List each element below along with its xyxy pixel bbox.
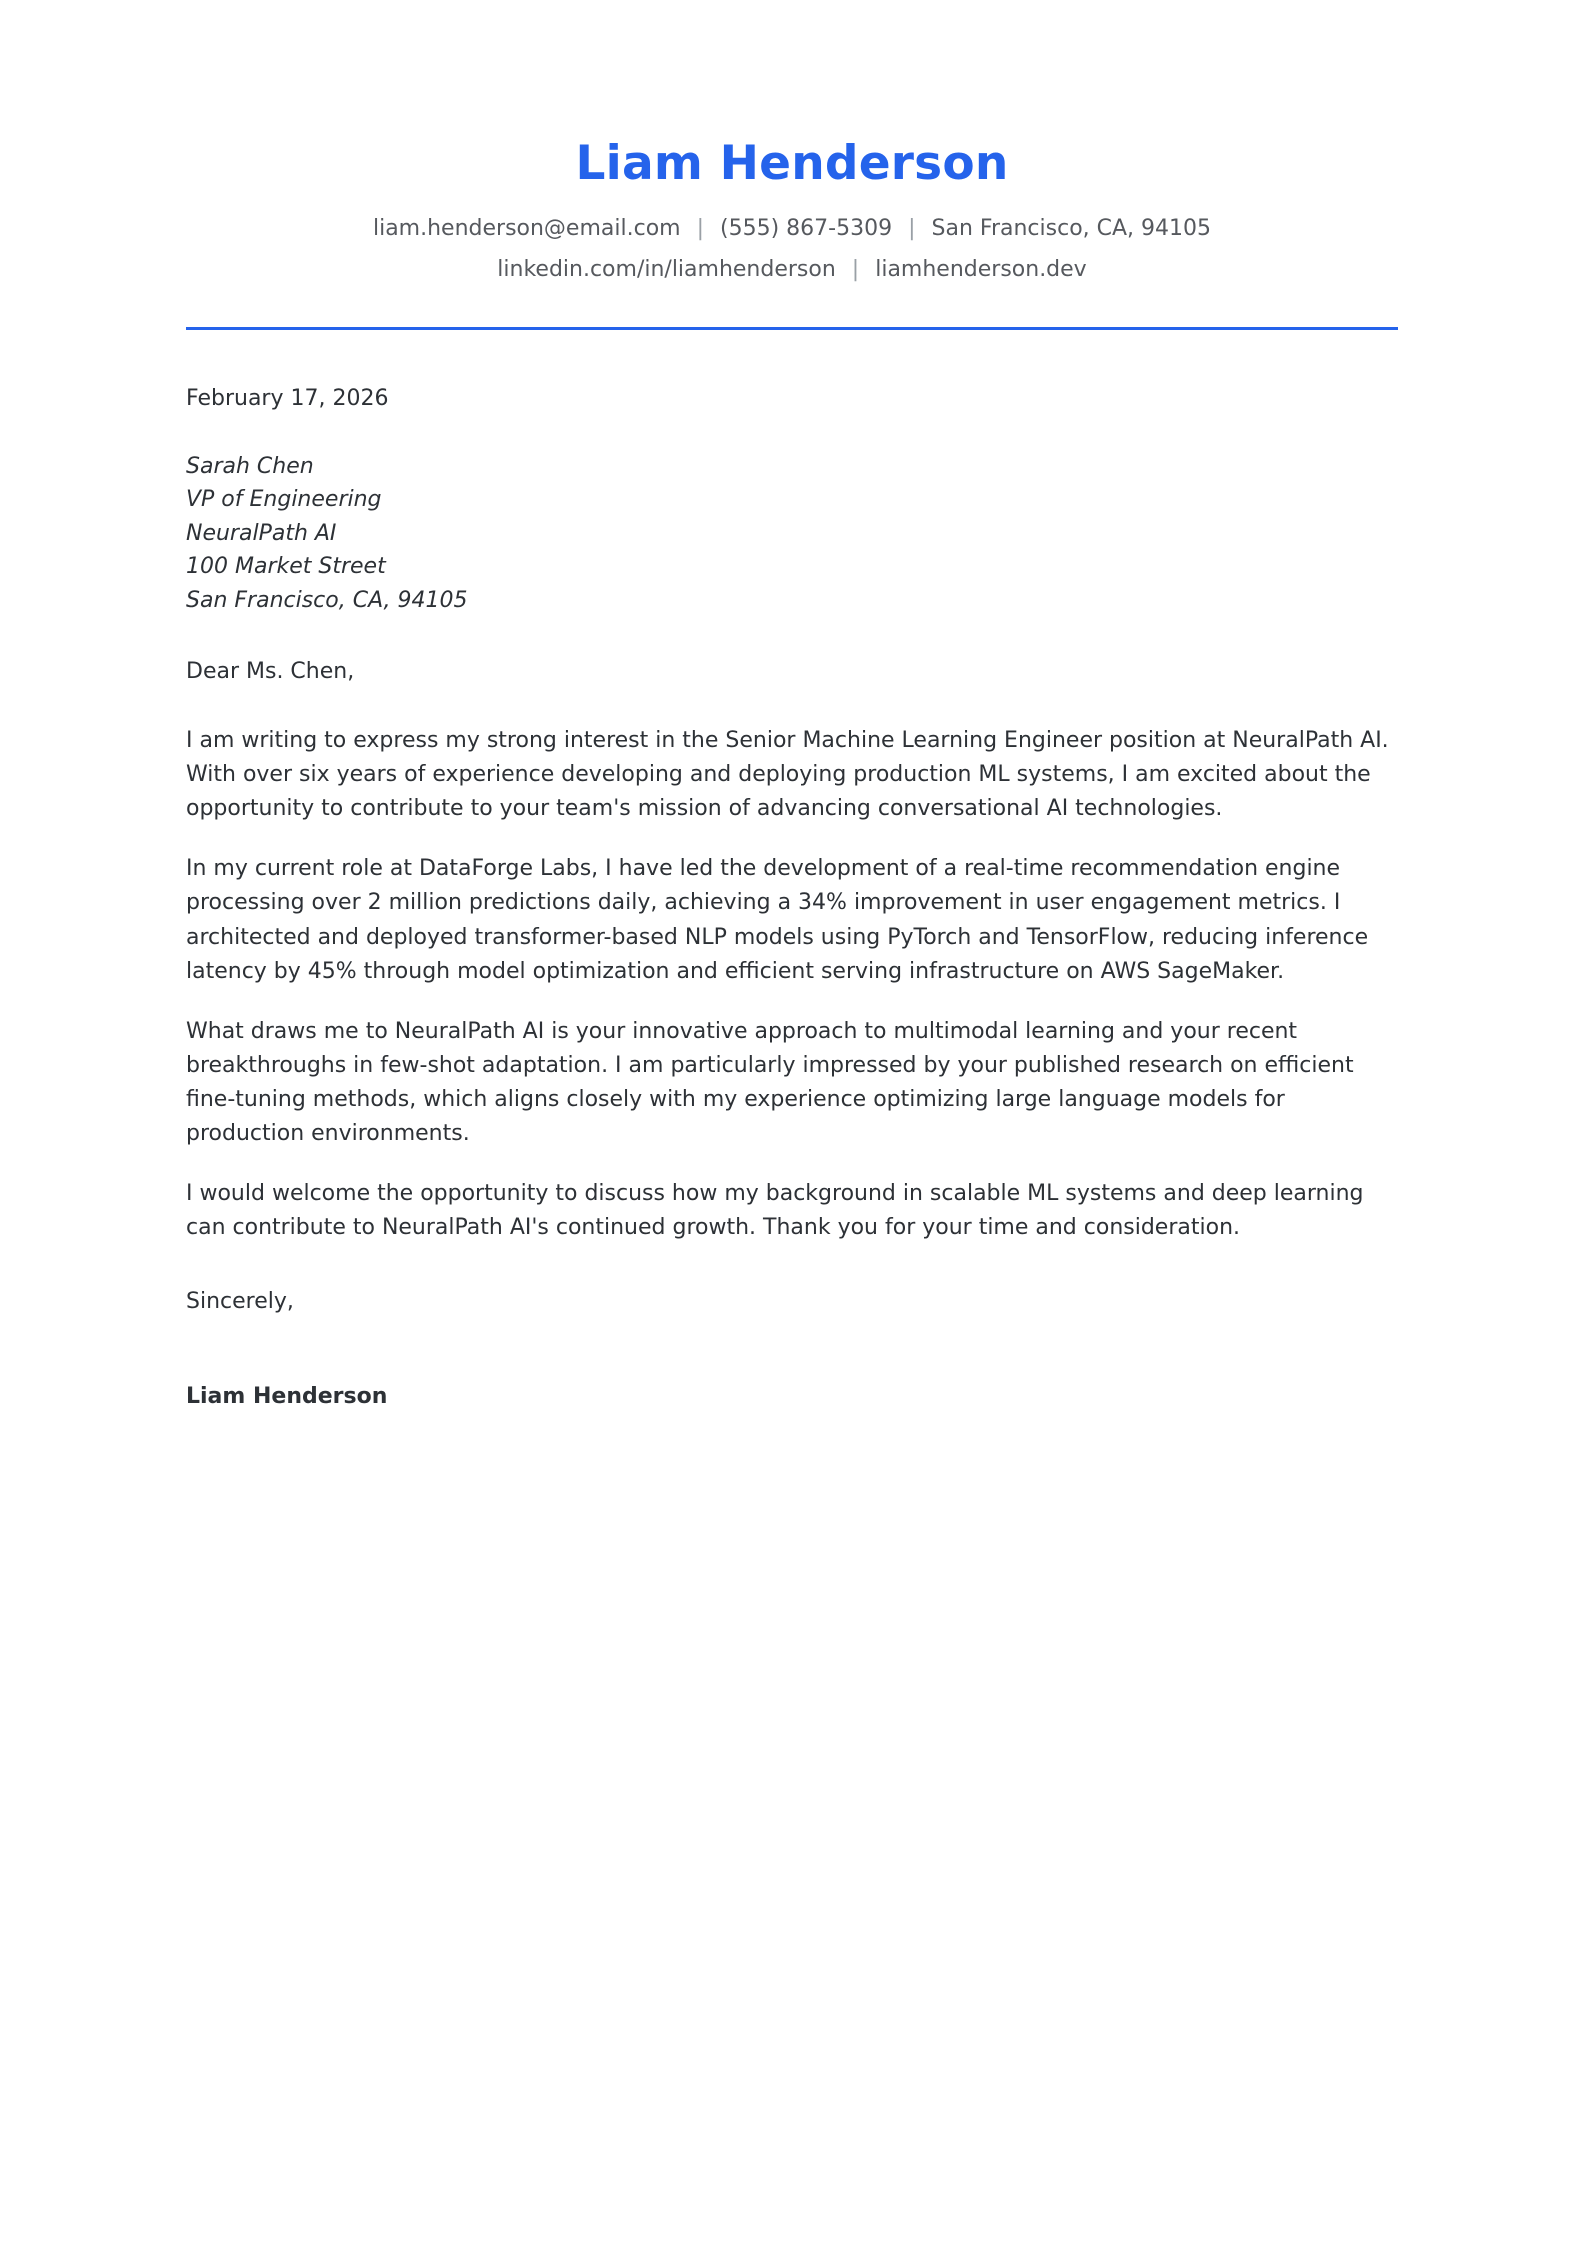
contact-location: San Francisco, CA, 94105 <box>931 215 1212 241</box>
contact-linkedin[interactable]: linkedin.com/in/liamhenderson <box>497 257 836 283</box>
body-paragraph: In my current role at DataForge Labs, I have led the development of a real-time recommendation engine processing over 2 million predictions daily, achieving a 34% improvement in user engagement metrics. I architected and deployed transformer-based NLP models using PyTorch and TensorFlow, reducing inference latency by 45% through model optimization and efficient serving infrastructure on AWS SageMaker. <box>186 856 1369 984</box>
contact-separator: | <box>696 215 705 241</box>
contact-email[interactable]: liam.henderson@email.com <box>372 215 681 241</box>
body-paragraph: I would welcome the opportunity to discuss how my background in scalable ML systems and deep learning can contribute to NeuralPath AI's continued growth. Thank you for your time and consideration. <box>186 1181 1364 1241</box>
contact-phone[interactable]: (555) 867-5309 <box>720 215 893 241</box>
body-paragraph: What draws me to NeuralPath AI is your innovative approach to multimodal learning and your recent breakthroughs in few-shot adaptation. I am particularly impressed by your published research on efficient fine-tuning methods, which aligns closely with my experience optimizing large language models for production environments. <box>186 1018 1354 1146</box>
letterhead <box>186 120 1398 330</box>
letterhead-divider <box>186 327 1398 330</box>
contact-website[interactable]: liamhenderson.dev <box>875 257 1087 283</box>
recipient-address-block <box>186 450 1398 617</box>
salutation: Dear Ms. Chen, <box>186 659 355 685</box>
recipient-title: VP of Engineering <box>186 487 382 513</box>
recipient-city-state-zip: San Francisco, CA, 94105 <box>186 587 468 613</box>
recipient-company: NeuralPath AI <box>186 520 337 546</box>
letter-body <box>186 724 1398 1245</box>
contact-line-secondary <box>186 252 1398 288</box>
contact-line-primary <box>186 211 1398 247</box>
page-title: Liam Henderson <box>575 136 1009 191</box>
letter-date: February 17, 2026 <box>186 385 389 411</box>
contact-separator: | <box>851 257 860 283</box>
contact-separator: | <box>908 215 916 241</box>
closing-salutation: Sincerely, <box>186 1289 294 1315</box>
body-paragraph: I am writing to express my strong interest in the Senior Machine Learning Engineer position at NeuralPath AI. With over six years of experience developing and deploying production ML systems, I am excited about the opportunity to contribute to your team's mission of advancing conversational AI technologies. <box>186 728 1389 822</box>
recipient-street: 100 Market Street <box>186 554 386 580</box>
recipient-name: Sarah Chen <box>186 453 314 479</box>
signature-name: Liam Henderson <box>186 1384 388 1410</box>
letter-content <box>186 120 1398 1413</box>
